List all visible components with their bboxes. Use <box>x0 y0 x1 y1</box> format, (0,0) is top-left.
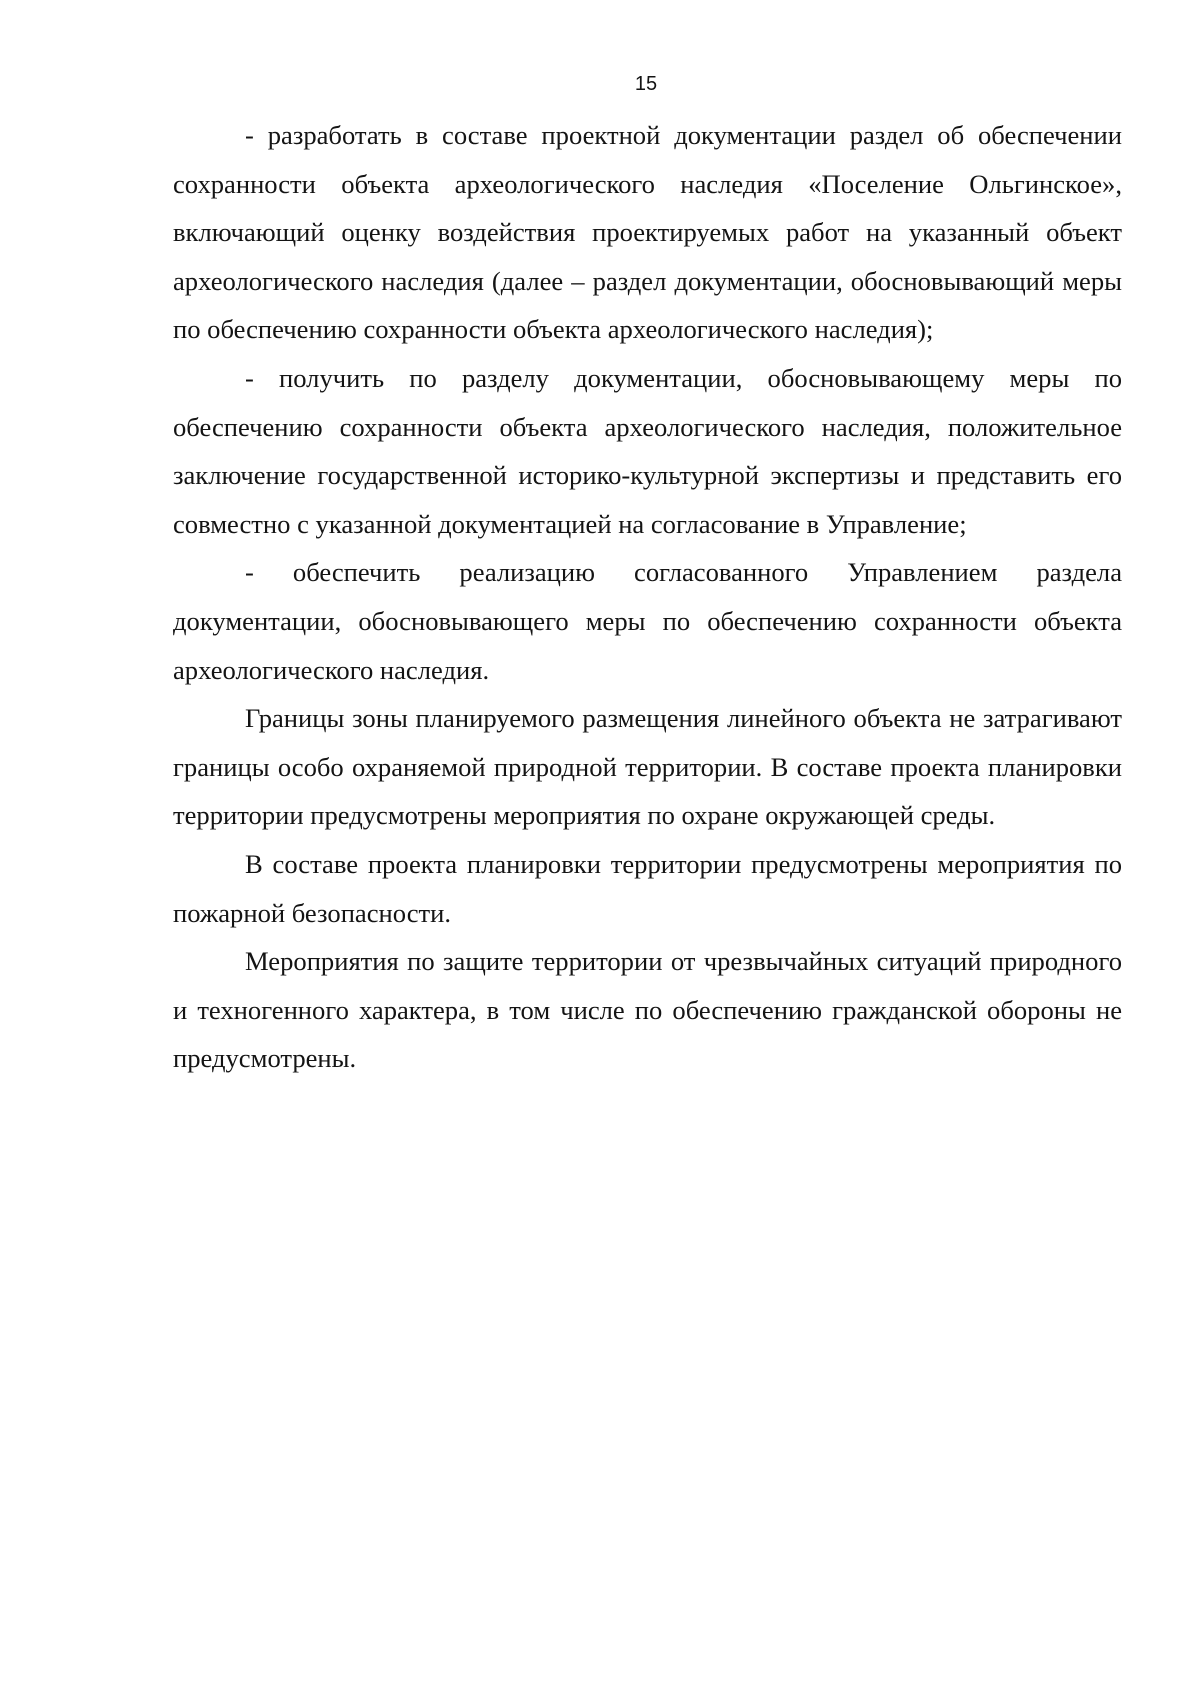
paragraph-archaeology-section: - разработать в составе проектной документации раздел об обеспечении сохранности объекта археологического наследия «Поселение Ольгинское», включающий оценку воздействия проектируемых работ на указанный объект археологического наследия (далее – раздел документации, обосновывающий меры по обеспечению сохранности объекта археологического наследия); <box>173 120 1122 345</box>
paragraph-emergency: Мероприятия по защите территории от чрезвычайных ситуаций природного и техногенного характера, в том числе по обеспечению гражданской обороны не предусмотрены. <box>173 946 1122 1074</box>
document-body <box>173 111 1122 1083</box>
paragraph-protected-area: Границы зоны планируемого размещения линейного объекта не затрагивают границы особо охраняемой природной территории. В составе проекта планировки территории предусмотрены мероприятия по охране окружающей среды. <box>173 703 1122 831</box>
page-number: 15 <box>634 73 658 95</box>
paragraph-expertise: - получить по разделу документации, обосновывающему меры по обеспечению сохранности объекта археологического наследия, положительное заключение государственной историко-культурной экспертизы и представить его совместно с указанной документацией на согласование в Управление; <box>173 362 1122 539</box>
paragraph-fire-safety: В составе проекта планировки территории предусмотрены мероприятия по пожарной безопасности. <box>173 848 1122 928</box>
paragraph-implementation: - обеспечить реализацию согласованного Управлением раздела документации, обосновывающего меры по обеспечению сохранности объекта археологического наследия. <box>173 557 1122 685</box>
